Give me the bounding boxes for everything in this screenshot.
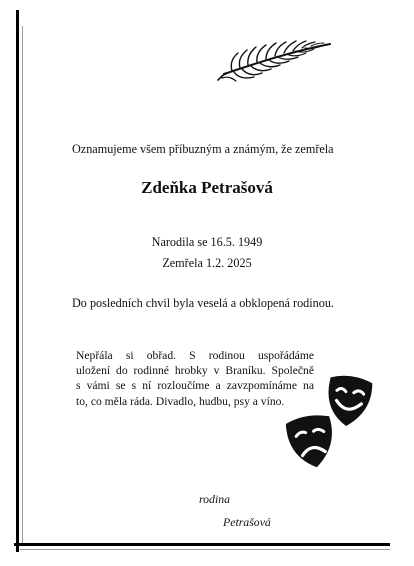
signature-surname: Petrašová [223,515,271,529]
deceased-name: Zdeňka Petrašová [141,178,273,197]
palm-branch-icon [214,34,334,82]
last-moments-text: Do posledních chvil byla veselá a obklopená rodinou. [72,296,334,310]
wishes-line: to, co měla ráda. Divadlo, hudbu, psy a víno. [76,394,285,408]
birth-date-text: Narodila se 16.5. 1949 [151,235,263,249]
frame-left-shadow-line [22,26,23,546]
announcement-text: Oznamujeme všem příbuzným a známým, že zemřela [72,142,334,156]
frame-left-line [16,10,19,552]
signature-family: rodina [199,492,231,506]
wishes-line: Nepřála si obřad. S rodinou uspořádáme [76,349,314,362]
wishes-paragraph [76,348,314,409]
wishes-line: s vámi se s ní rozloučíme a zavzpomínáme na [76,379,314,393]
frame-bottom-line [14,543,390,546]
frame-bottom-shadow-line [20,549,390,550]
wishes-line: uložení do rodinné hrobky v Braníku. Společně [76,364,314,378]
theater-masks-icon [284,372,380,472]
death-date-text: Zemřela 1.2. 2025 [162,256,252,270]
